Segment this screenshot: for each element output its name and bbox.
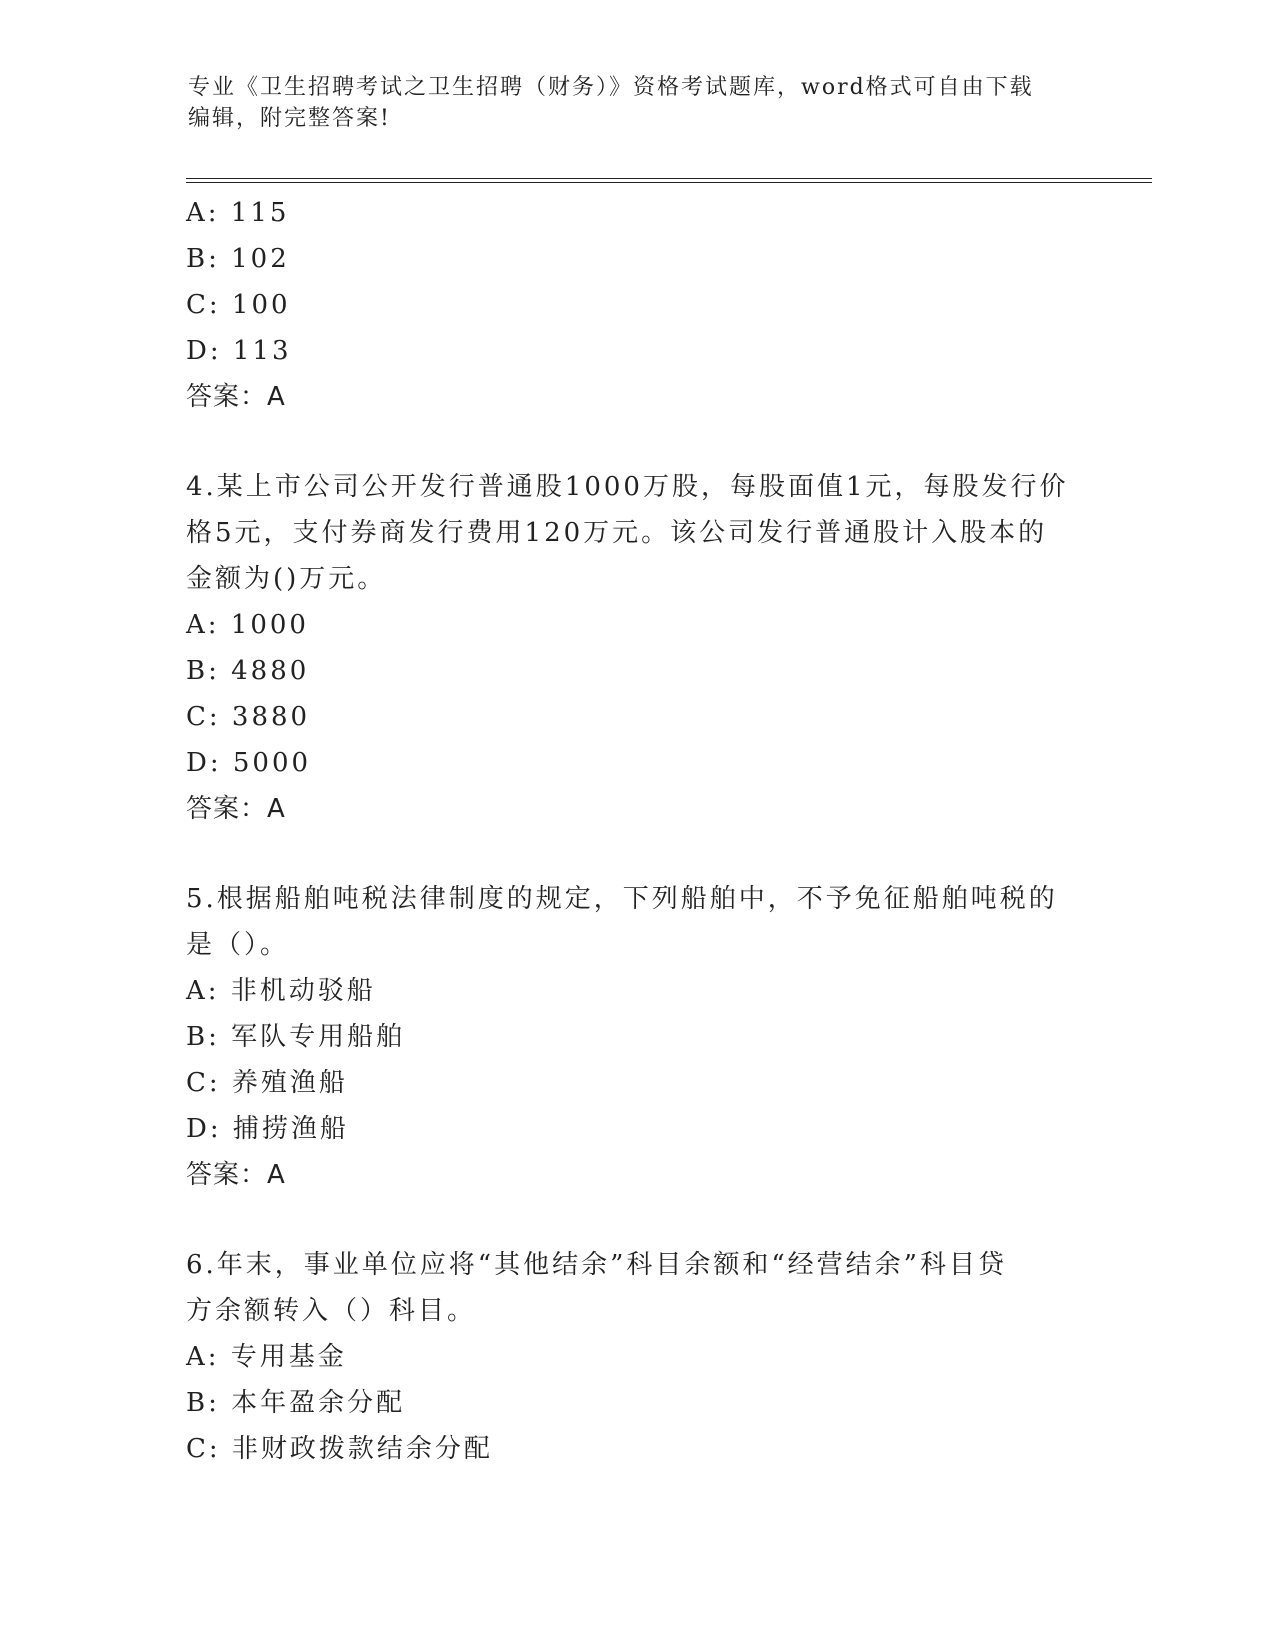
option-b: B: 军队专用船舶 — [186, 1022, 406, 1052]
option-d: D: 5000 — [186, 748, 312, 778]
option-c: C: 养殖渔船 — [186, 1068, 348, 1098]
option-a: A: 1000 — [186, 610, 309, 640]
header-divider-top — [186, 178, 1152, 179]
option-b: B: 102 — [186, 244, 290, 274]
option-c: C: 3880 — [186, 702, 311, 732]
question-stem-line: 金额为()万元。 — [186, 564, 387, 594]
option-d: D: 捕捞渔船 — [186, 1114, 349, 1144]
header-divider-bottom — [186, 182, 1152, 183]
question-stem-line: 方余额转入（）科目。 — [186, 1296, 477, 1326]
spacer — [186, 832, 1086, 876]
header-line-1: 专业《卫生招聘考试之卫生招聘（财务）》资格考试题库，word格式可自由下载 — [188, 75, 1034, 100]
question-5 — [186, 876, 1086, 1198]
question-3 — [186, 190, 1086, 420]
option-b: B: 本年盈余分配 — [186, 1388, 406, 1418]
document-header — [188, 72, 1088, 134]
spacer — [186, 420, 1086, 464]
option-a: A: 115 — [186, 198, 290, 228]
option-c: C: 100 — [186, 290, 291, 320]
answer: 答案：A — [186, 382, 286, 412]
answer: 答案：A — [186, 794, 286, 824]
answer: 答案：A — [186, 1160, 286, 1190]
spacer — [186, 1198, 1086, 1242]
question-4 — [186, 464, 1086, 832]
question-stem-line: 4.某上市公司公开发行普通股1000万股，每股面值1元，每股发行价 — [186, 472, 1069, 502]
header-line-2: 编辑，附完整答案! — [188, 106, 391, 131]
option-d: D: 113 — [186, 336, 292, 366]
question-stem-line: 6.年末，事业单位应将“其他结余”科目余额和“经营结余”科目贷 — [186, 1250, 1007, 1280]
option-b: B: 4880 — [186, 656, 310, 686]
option-a: A: 专用基金 — [186, 1342, 347, 1372]
option-c: C: 非财政拨款结余分配 — [186, 1434, 493, 1464]
question-list — [186, 190, 1086, 1472]
option-a: A: 非机动驳船 — [186, 976, 376, 1006]
question-6 — [186, 1242, 1086, 1472]
question-stem-line: 格5元，支付券商发行费用120万元。该公司发行普通股计入股本的 — [186, 518, 1048, 548]
question-stem-line: 5.根据船舶吨税法律制度的规定，下列船舶中，不予免征船舶吨税的 — [186, 884, 1058, 914]
question-stem-line: 是（）。 — [186, 930, 290, 960]
